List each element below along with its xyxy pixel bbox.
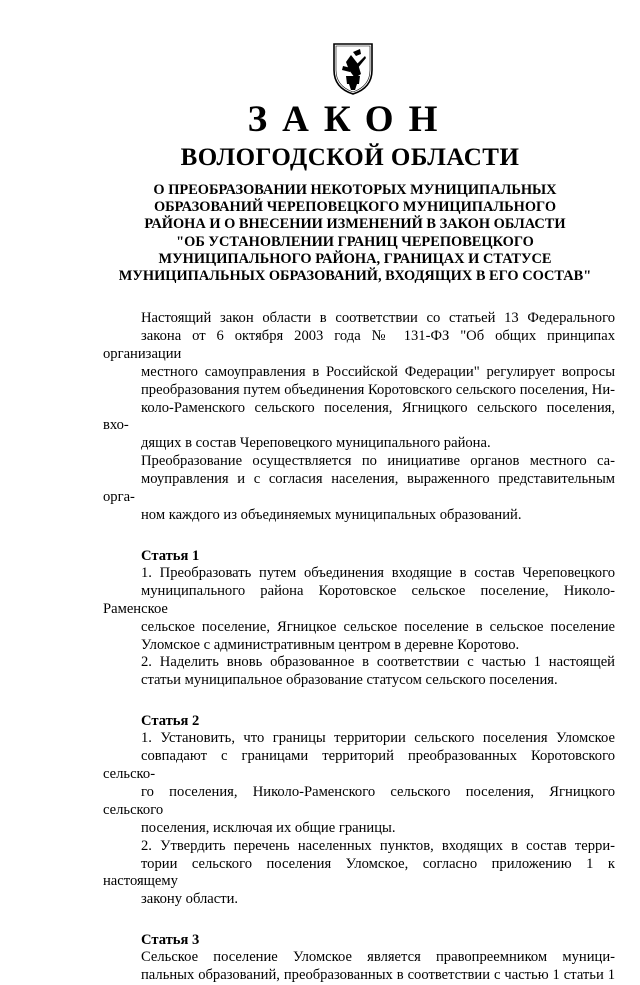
- text-line: 1. Установить, что границы территории сельского поселения Уломское: [141, 730, 615, 747]
- text-line: 1. Преобразовать путем объединения входящие в состав Череповецкого: [141, 564, 615, 581]
- law-body: [103, 310, 615, 985]
- article-2-heading: Статья 2: [141, 713, 200, 730]
- document-title: ЗАКОН: [247, 99, 453, 140]
- text-line: тории сельского поселения Уломское, согласно приложению 1 к настоящему: [103, 855, 615, 890]
- article-3-paragraph: [103, 949, 615, 985]
- text-line: 2. Наделить вновь образованное в соответствии с частью 1 настоящей: [141, 654, 615, 671]
- article-3-heading: Статья 3: [141, 932, 200, 949]
- text-line: муниципального района Коротовское сельское поселение, Николо-Раменское: [103, 582, 615, 617]
- subtitle-line: МУНИЦИПАЛЬНЫХ ОБРАЗОВАНИЙ, ВХОДЯЩИХ В ЕГО СОСТАВ": [118, 268, 592, 285]
- text-line: закона от 6 октября 2003 года № 131-ФЗ "Об общих принципах организации: [103, 327, 615, 362]
- text-line: Настоящий закон области в соответствии со статьей 13 Федерального: [141, 310, 615, 326]
- preamble-paragraph: [103, 310, 615, 453]
- text-line: сельское поселение, Ягницкое сельское поселение в сельское поселение: [141, 618, 615, 635]
- article-1-paragraph: [103, 654, 615, 690]
- subtitle-line: ОБРАЗОВАНИЙ ЧЕРЕПОВЕЦКОГО МУНИЦИПАЛЬНОГО: [153, 199, 557, 216]
- article-2-paragraph: [103, 730, 615, 837]
- subtitle-line: МУНИЦИПАЛЬНОГО РАЙОНА, ГРАНИЦАХ И СТАТУСЕ: [158, 250, 552, 267]
- text-line: Преобразование осуществляется по инициативе органов местного са-: [141, 453, 615, 470]
- text-line: Уломское с административным центром в деревне Коротово.: [141, 636, 520, 653]
- text-line: преобразования путем объединения Коротовского сельского поселения, Ни-: [141, 381, 615, 398]
- text-line: закону области.: [141, 891, 239, 908]
- text-line: ном каждого из объединяемых муниципальных образований.: [141, 506, 522, 523]
- article-1-paragraph: [103, 565, 615, 655]
- text-line: 2. Утвердить перечень населенных пунктов, входящих в состав терри-: [141, 837, 615, 854]
- text-line: местного самоуправления в Российской Федерации" регулирует вопросы: [141, 363, 615, 380]
- text-line: дящих в состав Череповецкого муниципального района.: [141, 435, 491, 452]
- text-line: поселения, исключая их общие границы.: [141, 819, 396, 836]
- subtitle-line: "ОБ УСТАНОВЛЕНИИ ГРАНИЦ ЧЕРЕПОВЕЦКОГО: [176, 233, 534, 250]
- text-line: коло-Раменского сельского поселения, Ягницкого сельского поселения, вхо-: [103, 399, 615, 434]
- preamble-paragraph: [103, 453, 615, 525]
- subtitle-line: О ПРЕОБРАЗОВАНИИ НЕКОТОРЫХ МУНИЦИПАЛЬНЫХ: [153, 182, 557, 198]
- subtitle-line: РАЙОНА И О ВНЕСЕНИИ ИЗМЕНЕНИЙ В ЗАКОН ОБЛАСТИ: [144, 216, 566, 233]
- law-subtitle: [95, 182, 615, 285]
- text-line: пальных образований, преобразованных в соответствии с частью 1 статьи 1: [141, 967, 615, 984]
- text-line: го поселения, Николо-Раменского сельского поселения, Ягницкого сельского: [103, 783, 615, 818]
- coat-of-arms-icon: [331, 40, 375, 96]
- article-2-paragraph: [103, 838, 615, 910]
- region-name: ВОЛОГОДСКОЙ ОБЛАСТИ: [180, 144, 520, 171]
- text-line: Сельское поселение Уломское является правопреемником муници-: [141, 949, 615, 966]
- text-line: моуправления и с согласия населения, выраженного представительным орга-: [103, 471, 615, 506]
- article-1-heading: Статья 1: [141, 547, 200, 564]
- text-line: совпадают с границами территорий преобразованных Коротовского сельско-: [103, 748, 615, 783]
- text-line: статьи муниципальное образование статусом сельского поселения.: [141, 672, 558, 689]
